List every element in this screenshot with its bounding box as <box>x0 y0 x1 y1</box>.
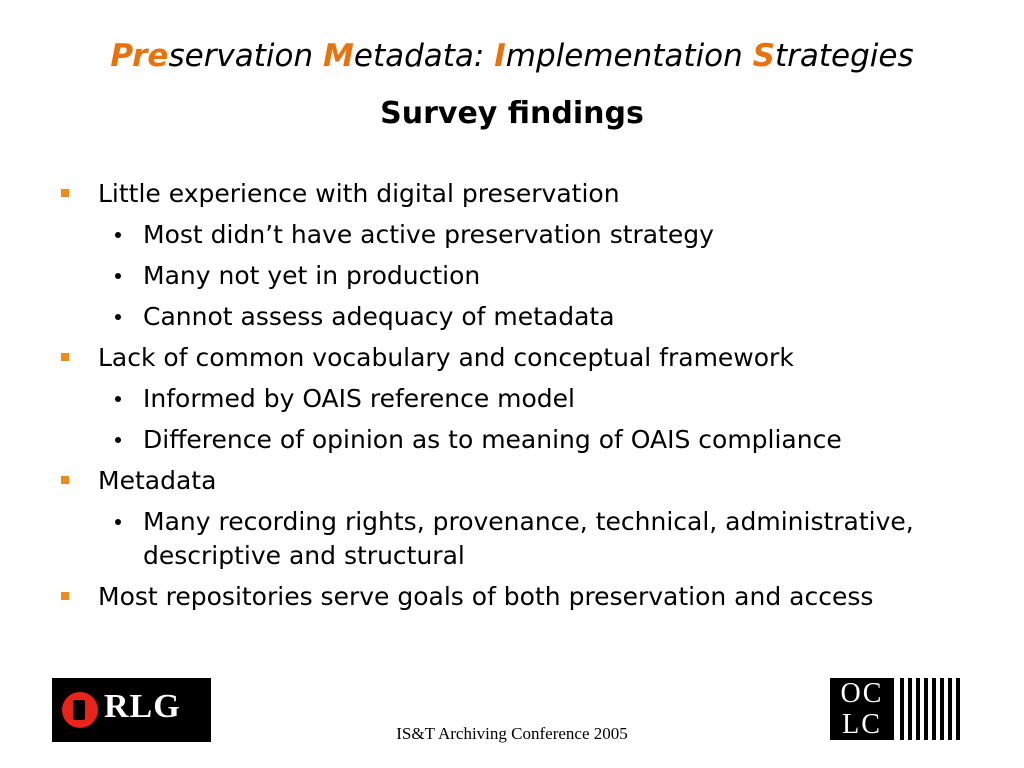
title-part-2-highlight: M <box>323 38 354 74</box>
title-part-4: trategies <box>774 38 914 74</box>
dot-bullet-icon <box>115 314 121 320</box>
sub-bullet-text: Most didn’t have active preservation strategy <box>143 220 714 249</box>
rlg-logo-text: RLG <box>104 688 181 725</box>
sub-bullet-item <box>58 505 978 573</box>
bullet-text: Most repositories serve goals of both preservation and access <box>98 582 874 611</box>
oclc-logo <box>830 678 970 740</box>
title-part-3-highlight: I <box>494 38 506 74</box>
title-part-4-highlight: S <box>752 38 775 74</box>
sub-bullet-text: Informed by OAIS reference model <box>143 384 576 413</box>
dot-bullet-icon <box>115 519 121 525</box>
bullet-item <box>58 177 978 211</box>
oclc-logo-box <box>830 678 894 740</box>
title-part-3: mplementation <box>505 38 753 74</box>
bullet-text: Metadata <box>98 466 217 495</box>
bullet-text: Little experience with digital preservation <box>98 179 620 208</box>
sub-bullet-text: Many recording rights, provenance, technical, administrative, descriptive and structural <box>143 507 914 570</box>
oclc-logo-text-bottom: LC <box>842 709 882 740</box>
square-bullet-icon <box>61 592 69 600</box>
dot-bullet-icon <box>115 273 121 279</box>
rlg-mark-icon <box>62 692 98 728</box>
dot-bullet-icon <box>115 232 121 238</box>
square-bullet-icon <box>61 189 69 197</box>
square-bullet-icon <box>61 476 69 484</box>
bullet-item <box>58 341 978 375</box>
bullet-list <box>58 170 978 614</box>
sub-bullet-item <box>58 218 978 252</box>
oclc-logo-text-top: OC <box>840 678 884 709</box>
sub-bullet-item <box>58 259 978 293</box>
title-part-1: servation <box>168 38 324 74</box>
bullet-item <box>58 464 978 498</box>
title-part-1-highlight: Pre <box>110 38 169 74</box>
title-part-2: etadata: <box>353 38 495 74</box>
dot-bullet-icon <box>115 437 121 443</box>
dot-bullet-icon <box>115 396 121 402</box>
sub-bullet-text: Cannot assess adequacy of metadata <box>143 302 615 331</box>
sub-bullet-text: Many not yet in production <box>143 261 481 290</box>
sub-bullet-item <box>58 423 978 457</box>
slide-subtitle: Survey findings <box>380 96 644 131</box>
slide-title <box>0 34 1024 78</box>
sub-bullet-text: Difference of opinion as to meaning of OAIS compliance <box>143 425 842 454</box>
sub-bullet-item <box>58 382 978 416</box>
slide-footer: IS&T Archiving Conference 2005 <box>396 724 628 743</box>
bullet-item <box>58 580 978 614</box>
bullet-text: Lack of common vocabulary and conceptual framework <box>98 343 794 372</box>
sub-bullet-item <box>58 300 978 334</box>
square-bullet-icon <box>61 353 69 361</box>
